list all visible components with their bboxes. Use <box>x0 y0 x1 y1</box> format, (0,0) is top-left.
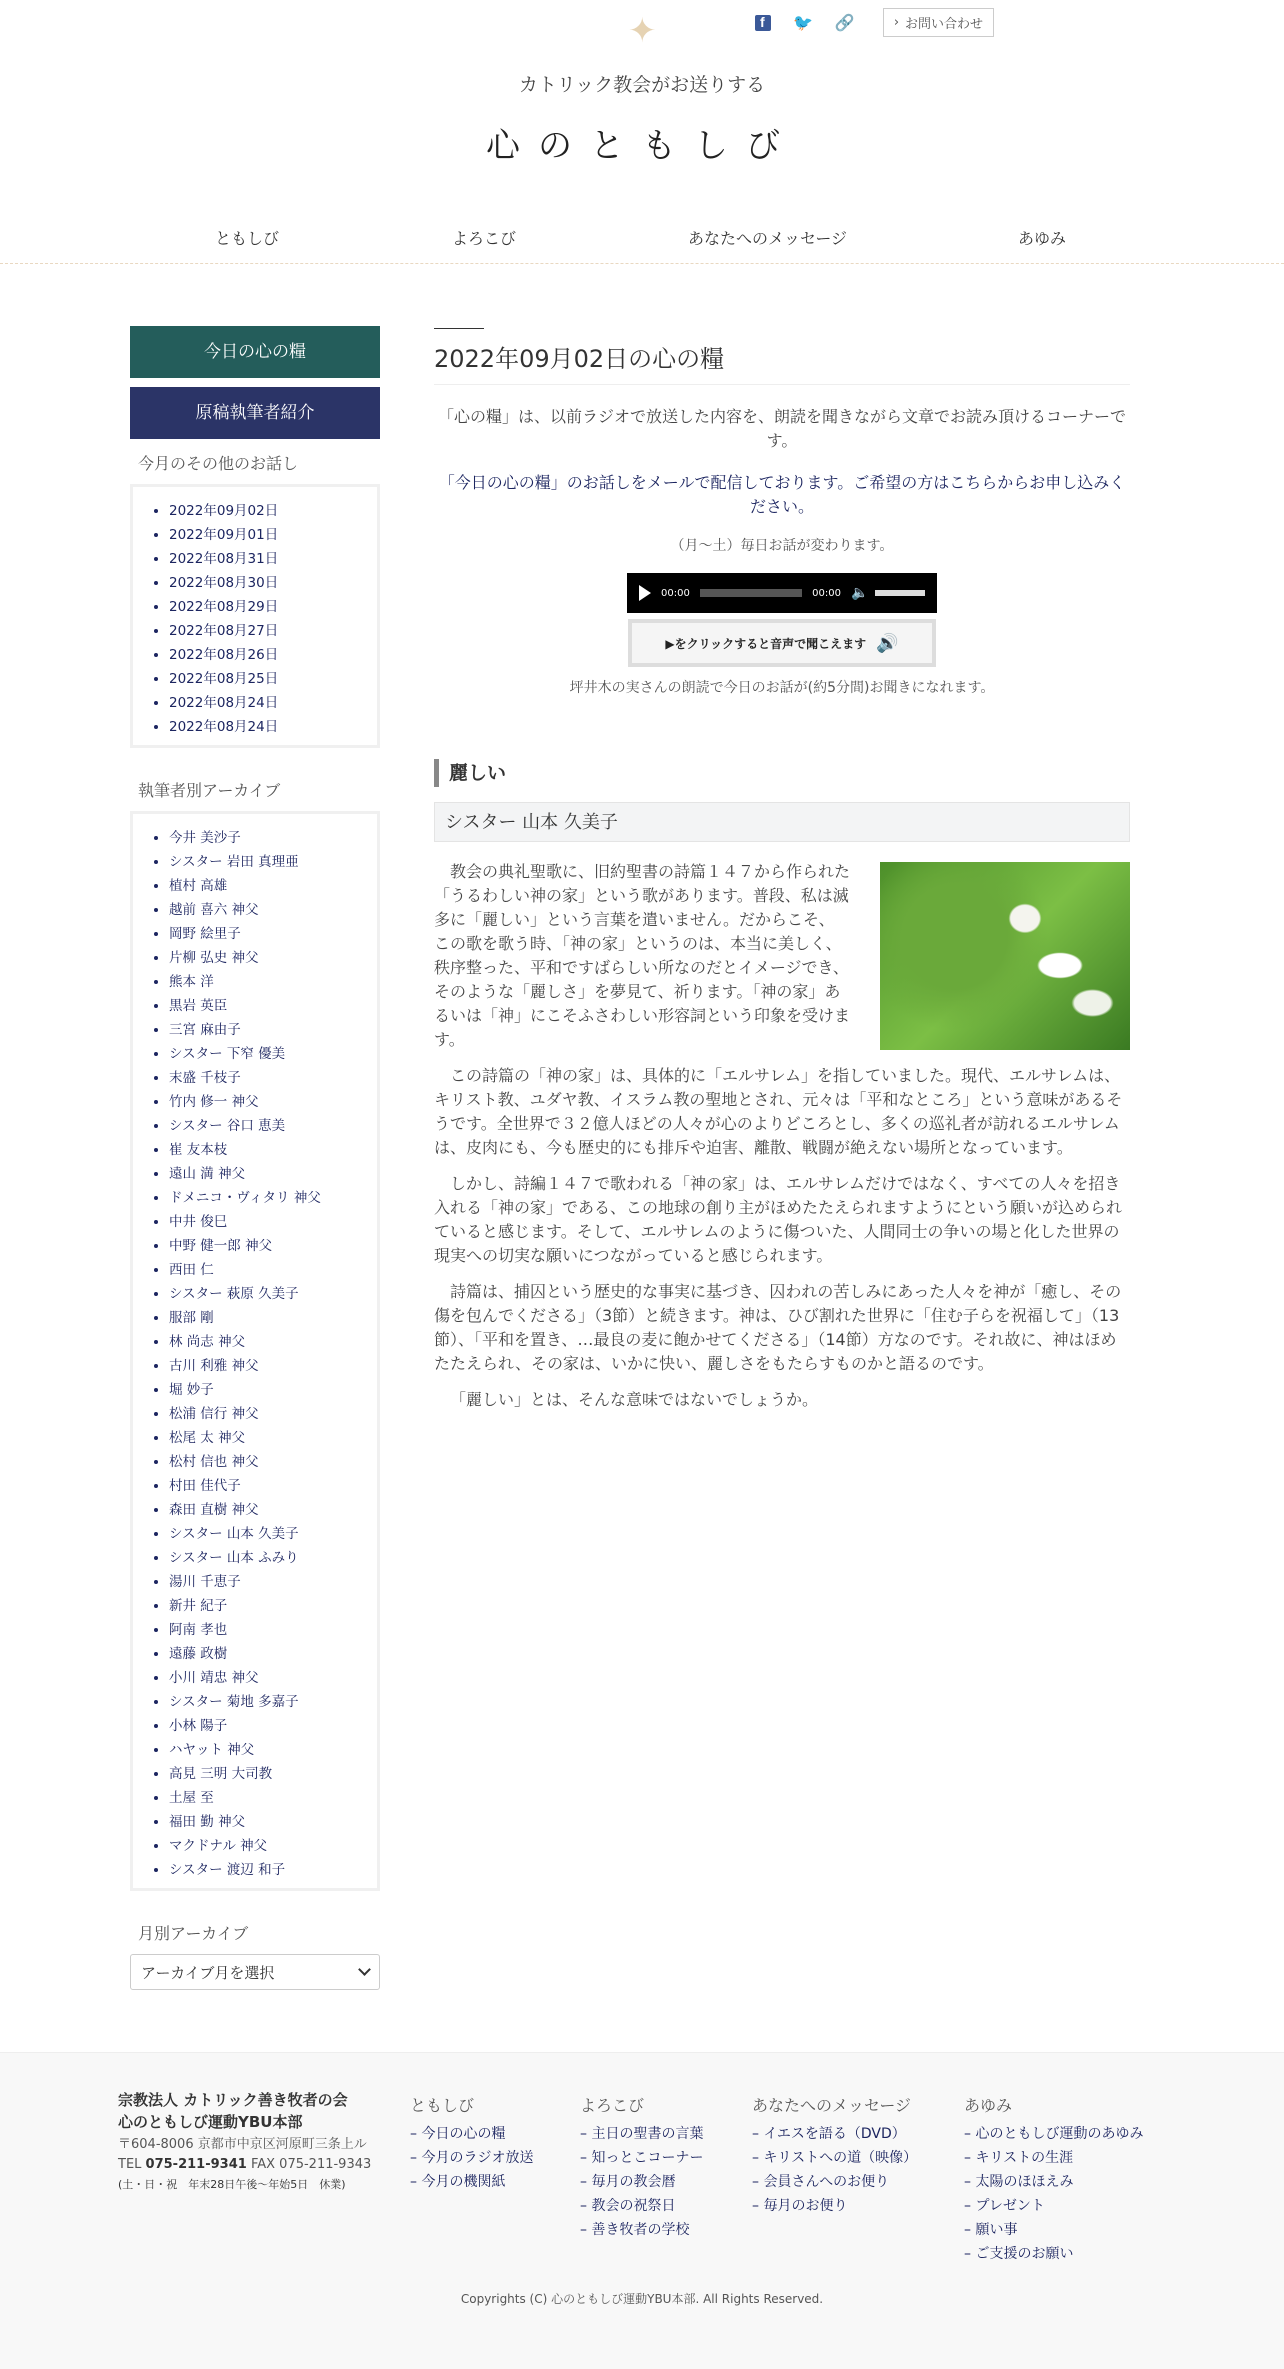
link-icon[interactable]: 🔗 <box>834 12 855 32</box>
author-list-item-link[interactable]: 熊本 洋 <box>169 974 214 990</box>
site-title[interactable]: 心のともしび <box>486 126 798 166</box>
footer-link[interactable]: – 今月のラジオ放送 <box>410 2150 534 2166</box>
author-list <box>169 826 377 1882</box>
chevron-down-icon <box>358 1963 371 1976</box>
author-list-item-link[interactable]: 湯川 千恵子 <box>169 1574 241 1590</box>
month-list-item-link[interactable]: 2022年08月25日 <box>169 671 279 687</box>
month-list-item-link[interactable]: 2022年09月02日 <box>169 503 279 519</box>
org-name-1: 宗教法人 カトリック善き牧者の会 <box>118 2091 348 2109</box>
author-list-item-link[interactable]: 古川 利雅 神父 <box>169 1358 259 1374</box>
footer-column-yorokobi <box>580 2093 703 2242</box>
month-archive-heading: 月別アーカイブ <box>138 1924 249 1943</box>
today-button[interactable]: 今日の心の糧 <box>130 326 380 378</box>
author-list-item-link[interactable]: 崔 友本枝 <box>169 1142 228 1158</box>
reader-note: 坪井木の実さんの朗読で今日のお話が(約5分間)お聞きになれます。 <box>569 680 995 696</box>
listen-button-label: ▶をクリックすると音声で聞こえます <box>665 636 867 651</box>
fax-number: 075-211-9343 <box>279 2157 372 2172</box>
author-list-item-link[interactable]: マクドナル 神父 <box>169 1838 268 1854</box>
author-list-item-link[interactable]: 末盛 千枝子 <box>169 1070 241 1086</box>
author-list-item-link[interactable]: 土屋 至 <box>169 1790 214 1806</box>
footer-link[interactable]: – 善き牧者の学校 <box>580 2222 690 2238</box>
footer-link[interactable]: – 願い事 <box>964 2222 1018 2238</box>
footer-link[interactable]: – 会員さんへのお便り <box>752 2174 890 2190</box>
month-list-item[interactable] <box>169 643 377 667</box>
player-progress-track[interactable] <box>700 589 802 597</box>
month-list-item[interactable] <box>169 547 377 571</box>
author-list-item[interactable] <box>169 1618 377 1642</box>
post-title: 2022年09月02日の心の糧 <box>434 339 1130 385</box>
author-list-item-link[interactable]: 遠山 満 神父 <box>169 1166 246 1182</box>
footer-column-heading[interactable]: あなたへのメッセージ <box>752 2096 912 2115</box>
author-list-item[interactable] <box>169 1042 377 1066</box>
author-list-item-link[interactable]: 中野 健一郎 神父 <box>169 1238 273 1254</box>
author-list-item-link[interactable]: 堀 妙子 <box>169 1382 214 1398</box>
play-icon[interactable] <box>639 585 651 601</box>
article-body <box>434 860 1130 1424</box>
mail-subscribe-link-text[interactable]: 「今日の心の糧」のお話しをメールで配信しております。ご希望の方はこちらからお申し込みください。 <box>438 473 1126 516</box>
author-list-item-link[interactable]: 阿南 孝也 <box>169 1622 228 1638</box>
copyright: Copyrights (C) 心のともしび運動YBU本部. All Rights Reserved. <box>460 2292 824 2306</box>
mail-subscribe-link[interactable] <box>434 471 1130 519</box>
footer-column-heading[interactable]: よろこび <box>580 2096 645 2115</box>
article-author: シスター 山本 久美子 <box>434 802 1130 842</box>
author-list-item[interactable] <box>169 946 377 970</box>
month-list-item-link[interactable]: 2022年08月31日 <box>169 551 279 567</box>
author-list-item[interactable] <box>169 1834 377 1858</box>
month-list-item-link[interactable]: 2022年08月27日 <box>169 623 279 639</box>
author-list-item-link[interactable]: 越前 喜六 神父 <box>169 902 259 918</box>
main-nav <box>0 226 1284 266</box>
player-time-current: 00:00 <box>661 587 690 599</box>
author-list-item[interactable] <box>169 1858 377 1882</box>
org-address: 〒604-8006 京都市中京区河原町三条上ル <box>118 2137 367 2152</box>
nav-item-yorokobi[interactable]: よろこび <box>452 229 517 248</box>
article-paragraph: 詩篇は、捕囚という歴史的な事実に基づき、囚われの苦しみにあった人々を神が「癒し、その傷を包んでくださる」（3節）と続きます。神は、ひび割れた世界に「住む子らを祝福して」（13節）、「平和を置き、…最良の麦に飽かせてくださる」（14節）方なのです。それ故に、神はほめたたえられ、その家は、いかに快い、麗しさをもたらすものかと語るのです。 <box>434 1282 1122 1373</box>
author-list-item[interactable] <box>169 1714 377 1738</box>
footer-column-ayumi <box>964 2093 1143 2266</box>
author-list-item-link[interactable]: 植村 高雄 <box>169 878 228 894</box>
author-list-item[interactable] <box>169 1666 377 1690</box>
author-list-item-link[interactable]: シスター 岩田 真理亜 <box>169 854 299 870</box>
author-list-item-link[interactable]: ハヤット 神父 <box>169 1742 255 1758</box>
author-list-item-link[interactable]: 竹内 修一 神父 <box>169 1094 259 1110</box>
month-list-item[interactable] <box>169 715 377 739</box>
footer-link[interactable]: – キリストの生涯 <box>964 2150 1074 2166</box>
author-list-item-link[interactable]: ドメニコ・ヴィタリ 神父 <box>169 1190 321 1206</box>
article-title: 麗しい <box>434 759 1130 787</box>
star-ornament-icon: ✦ <box>628 11 657 51</box>
author-list-item[interactable] <box>169 1306 377 1330</box>
footer <box>0 2052 1284 2369</box>
author-list-item[interactable] <box>169 898 377 922</box>
author-list-item-link[interactable]: シスター 菊地 多嘉子 <box>169 1694 299 1710</box>
author-list-item-link[interactable]: 西田 仁 <box>169 1262 214 1278</box>
authors-button[interactable]: 原稿執筆者紹介 <box>130 387 380 439</box>
author-list-item[interactable] <box>169 1258 377 1282</box>
volume-slider[interactable] <box>875 590 925 596</box>
chevron-right-icon: › <box>893 15 900 30</box>
title-rule <box>434 328 484 329</box>
author-list-item[interactable] <box>169 826 377 850</box>
month-list-item[interactable] <box>169 523 377 547</box>
month-list-item-link[interactable]: 2022年08月26日 <box>169 647 279 663</box>
author-list-item[interactable] <box>169 1378 377 1402</box>
footer-column-message <box>752 2093 917 2218</box>
daily-note: （月～土）毎日お話が変わります。 <box>670 538 894 554</box>
footer-link[interactable]: – 主日の聖書の言葉 <box>580 2126 704 2142</box>
author-list-item[interactable] <box>169 1210 377 1234</box>
flower-photo <box>880 862 1130 1050</box>
author-list-item[interactable] <box>169 850 377 874</box>
month-list-box <box>130 484 380 748</box>
tel-label: TEL <box>118 2157 142 2172</box>
contact-label: お問い合わせ <box>905 17 984 32</box>
article-paragraph: この詩篇の「神の家」は、具体的に「エルサレム」を指していました。現代、エルサレムは、キリスト教、ユダヤ教、イスラム教の聖地とされ、元々は「平和なところ」という意味があるそうです。全世界で３２億人ほどの人々が心のよりどころとし、多くの巡礼者が訪れるエルサレムは、皮肉にも、今も歴史的にも排斥や迫害、離散、戦闘が絶えない場所となっています。 <box>434 1066 1123 1157</box>
author-list-item[interactable] <box>169 1162 377 1186</box>
article-paragraph: 教会の典礼聖歌に、旧約聖書の詩篇１４７から作られた「うるわしい神の家」という歌があります。普段、私は滅多に「麗しい」という言葉を遣いません。だからこそ、この歌を歌う時、「神の家」というのは、本当に美しく、秩序整った、平和ですばらしい所なのだとイメージでき、そのような「麗しさ」を夢見て、祈ります。「神の家」あるいは「神」にこそふさわしい形容詞という印象を受けます。 <box>434 862 851 1049</box>
footer-column-tomoshibi <box>410 2093 533 2194</box>
author-list-item-link[interactable]: 林 尚志 神父 <box>169 1334 246 1350</box>
month-list-item[interactable] <box>169 667 377 691</box>
month-heading: 今月のその他のお話し <box>138 454 299 473</box>
author-list-item-link[interactable]: 松村 信也 神父 <box>169 1454 259 1470</box>
footer-link[interactable]: – プレゼント <box>964 2198 1045 2214</box>
month-list-item[interactable] <box>169 619 377 643</box>
footer-link[interactable]: – ご支援のお願い <box>964 2246 1074 2262</box>
top-utility-bar <box>755 8 994 37</box>
author-list-item-link[interactable]: シスター 下窄 優美 <box>169 1046 286 1062</box>
author-list-item[interactable] <box>169 1570 377 1594</box>
month-list-item[interactable] <box>169 691 377 715</box>
article-paragraph: しかし、詩編１４７で歌われる「神の家」は、エルサレムだけではなく、すべての人々を招き入れる「神の家」である、この地球の創り主がほめたたえられますようにという願いが込められていると感じます。そして、エルサレムのように傷ついた、人間同士の争いの場と化した世界の現実への切実な願いにつながっていると感じられます。 <box>434 1174 1123 1265</box>
month-list-item-link[interactable]: 2022年08月24日 <box>169 719 279 735</box>
site-tagline: カトリック教会がお送りする <box>518 74 766 96</box>
author-list-item-link[interactable]: 服部 剛 <box>169 1310 214 1326</box>
author-list-item-link[interactable]: 中井 俊巳 <box>169 1214 228 1230</box>
author-list-item[interactable] <box>169 1138 377 1162</box>
speaker-icon: 🔊 <box>876 632 899 654</box>
footer-link[interactable]: – イエスを語る（DVD） <box>752 2126 906 2142</box>
sidebar <box>130 326 380 1990</box>
player-time-total: 00:00 <box>812 587 841 599</box>
volume-icon[interactable]: 🔈 <box>851 585 869 601</box>
archive-month-select[interactable] <box>130 1954 380 1990</box>
author-list-item[interactable] <box>169 874 377 898</box>
author-list-item-link[interactable]: 新井 紀子 <box>169 1598 228 1614</box>
footer-link[interactable]: – 毎月の教会暦 <box>580 2174 676 2190</box>
author-list-item[interactable] <box>169 1330 377 1354</box>
author-list-item[interactable] <box>169 1474 377 1498</box>
author-archive-heading: 執筆者別アーカイブ <box>138 781 281 800</box>
author-list-item[interactable] <box>169 1594 377 1618</box>
footer-link[interactable]: – 毎月のお便り <box>752 2198 848 2214</box>
author-list-item[interactable] <box>169 1498 377 1522</box>
footer-organization <box>118 2089 388 2195</box>
author-list-item-link[interactable]: シスター 谷口 恵美 <box>169 1118 286 1134</box>
author-list-item-link[interactable]: 村田 佳代子 <box>169 1478 241 1494</box>
author-list-item[interactable] <box>169 1810 377 1834</box>
article-paragraph: 「麗しい」とは、そんな意味ではないでしょうか。 <box>450 1390 819 1409</box>
contact-button[interactable] <box>883 8 994 37</box>
org-phone <box>118 2155 388 2175</box>
author-list-item[interactable] <box>169 1066 377 1090</box>
footer-link[interactable]: – 太陽のほほえみ <box>964 2174 1074 2190</box>
nav-item-message[interactable]: あなたへのメッセージ <box>688 229 848 248</box>
author-list-item[interactable] <box>169 1402 377 1426</box>
author-list-item-link[interactable]: シスター 渡辺 和子 <box>169 1862 286 1878</box>
author-list-item[interactable] <box>169 1546 377 1570</box>
author-list-item[interactable] <box>169 1642 377 1666</box>
author-list-item-link[interactable]: シスター 山本 ふみり <box>169 1550 299 1566</box>
footer-column-heading[interactable]: あゆみ <box>964 2096 1013 2115</box>
author-list-item-link[interactable]: 片柳 弘史 神父 <box>169 950 259 966</box>
author-list-item[interactable] <box>169 1762 377 1786</box>
author-list-item-link[interactable]: 松浦 信行 神父 <box>169 1406 259 1422</box>
month-list-item-link[interactable]: 2022年09月01日 <box>169 527 279 543</box>
author-list-item[interactable] <box>169 1450 377 1474</box>
nav-divider <box>0 263 1284 264</box>
nav-item-tomoshibi[interactable]: ともしび <box>215 229 280 248</box>
author-list-item-link[interactable]: 福田 勤 神父 <box>169 1814 246 1830</box>
author-list-item-link[interactable]: シスター 山本 久美子 <box>169 1526 299 1542</box>
month-list-item-link[interactable]: 2022年08月30日 <box>169 575 279 591</box>
author-list-item[interactable] <box>169 1786 377 1810</box>
author-list-item[interactable] <box>169 1522 377 1546</box>
author-list-item-link[interactable]: 小川 靖忠 神父 <box>169 1670 259 1686</box>
footer-link[interactable]: – キリストへの道（映像） <box>752 2150 918 2166</box>
author-list-item[interactable] <box>169 922 377 946</box>
author-list-item[interactable] <box>169 1426 377 1450</box>
author-list-item-link[interactable]: 黒岩 英臣 <box>169 998 228 1014</box>
author-list-box <box>130 811 380 1891</box>
month-list <box>169 499 377 739</box>
footer-link[interactable]: – 心のともしび運動のあゆみ <box>964 2126 1144 2142</box>
author-list-item-link[interactable]: 高見 三明 大司教 <box>169 1766 273 1782</box>
month-list-item[interactable] <box>169 499 377 523</box>
author-list-item-link[interactable]: 今井 美沙子 <box>169 830 241 846</box>
business-hours: (土・日・祝 年末28日午後〜年始5日 休業) <box>118 2178 346 2191</box>
month-list-item-link[interactable]: 2022年08月29日 <box>169 599 279 615</box>
author-list-item-link[interactable]: シスター 萩原 久美子 <box>169 1286 299 1302</box>
author-list-item[interactable] <box>169 1186 377 1210</box>
month-list-item[interactable] <box>169 571 377 595</box>
author-list-item-link[interactable]: 小林 陽子 <box>169 1718 228 1734</box>
main-content <box>434 328 1130 1424</box>
archive-select-value: アーカイブ月を選択 <box>141 1963 275 1982</box>
footer-link[interactable]: – 教会の祝祭日 <box>580 2198 676 2214</box>
author-list-item[interactable] <box>169 1738 377 1762</box>
author-list-item[interactable] <box>169 1090 377 1114</box>
month-list-item-link[interactable]: 2022年08月24日 <box>169 695 279 711</box>
audio-player <box>627 573 937 613</box>
footer-column-heading[interactable]: ともしび <box>410 2096 475 2115</box>
facebook-icon[interactable] <box>755 15 771 31</box>
fax-label: FAX <box>250 2157 276 2172</box>
footer-link[interactable]: – 知っとこコーナー <box>580 2150 704 2166</box>
tel-number[interactable]: 075-211-9341 <box>145 2157 247 2172</box>
author-list-item-link[interactable]: 森田 直樹 神父 <box>169 1502 259 1518</box>
org-name-2: 心のともしび運動YBU本部 <box>118 2113 303 2131</box>
intro-text: 「心の糧」は、以前ラジオで放送した内容を、朗読を聞きながら文章でお読み頂けるコーナーです。 <box>437 407 1126 450</box>
author-list-item-link[interactable]: 松尾 太 神父 <box>169 1430 246 1446</box>
author-list-item-link[interactable]: 三宮 麻由子 <box>169 1022 241 1038</box>
author-list-item[interactable] <box>169 994 377 1018</box>
author-list-item[interactable] <box>169 1018 377 1042</box>
listen-button[interactable] <box>628 619 936 667</box>
author-list-item[interactable] <box>169 1114 377 1138</box>
author-list-item[interactable] <box>169 970 377 994</box>
footer-link[interactable]: – 今日の心の糧 <box>410 2126 506 2142</box>
author-list-item-link[interactable]: 岡野 絵里子 <box>169 926 241 942</box>
twitter-icon[interactable]: 🐦 <box>793 12 813 32</box>
month-list-item[interactable] <box>169 595 377 619</box>
footer-link[interactable]: – 今月の機関紙 <box>410 2174 506 2190</box>
author-list-item[interactable] <box>169 1690 377 1714</box>
nav-item-ayumi[interactable]: あゆみ <box>1018 229 1067 248</box>
author-list-item[interactable] <box>169 1234 377 1258</box>
author-list-item-link[interactable]: 遠藤 政樹 <box>169 1646 228 1662</box>
author-list-item[interactable] <box>169 1282 377 1306</box>
author-list-item[interactable] <box>169 1354 377 1378</box>
